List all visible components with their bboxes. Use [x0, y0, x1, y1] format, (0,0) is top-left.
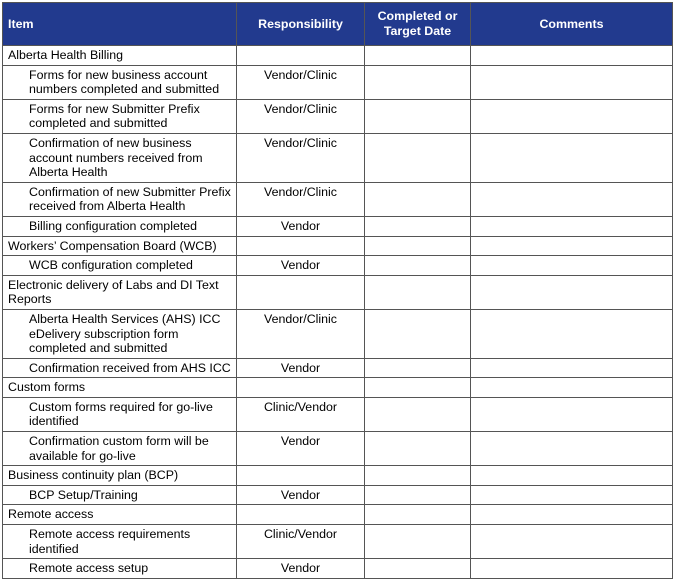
task-item: Confirmation of new Submitter Prefix received from Alberta Health: [3, 182, 237, 216]
task-item: WCB configuration completed: [3, 256, 237, 276]
completed-date-cell[interactable]: [365, 236, 471, 256]
responsibility-cell: Vendor/Clinic: [237, 309, 365, 358]
responsibility-cell: Clinic/Vendor: [237, 525, 365, 559]
comments-cell[interactable]: [471, 236, 673, 256]
responsibility-cell: Vendor/Clinic: [237, 65, 365, 99]
completed-date-cell[interactable]: [365, 256, 471, 276]
section-title: Business continuity plan (BCP): [3, 466, 237, 486]
section-title: Alberta Health Billing: [3, 46, 237, 66]
table-header: [3, 3, 673, 46]
responsibility-cell: Vendor/Clinic: [237, 182, 365, 216]
responsibility-cell: [237, 466, 365, 486]
comments-cell[interactable]: [471, 378, 673, 398]
section-row: [3, 466, 673, 486]
completed-date-cell[interactable]: [365, 182, 471, 216]
comments-cell[interactable]: [471, 46, 673, 66]
section-row: [3, 378, 673, 398]
responsibility-cell: Vendor: [237, 432, 365, 466]
comments-cell[interactable]: [471, 432, 673, 466]
section-title: Remote access: [3, 505, 237, 525]
comments-cell[interactable]: [471, 485, 673, 505]
task-item: Alberta Health Services (AHS) ICC eDelivery subscription form completed and submitted: [3, 309, 237, 358]
responsibility-cell: [237, 378, 365, 398]
completed-date-cell[interactable]: [365, 378, 471, 398]
task-row: [3, 358, 673, 378]
completed-date-cell[interactable]: [365, 485, 471, 505]
table-body: [3, 46, 673, 579]
task-row: [3, 216, 673, 236]
comments-cell[interactable]: [471, 182, 673, 216]
task-item: BCP Setup/Training: [3, 485, 237, 505]
task-row: [3, 485, 673, 505]
section-row: [3, 275, 673, 309]
comments-cell[interactable]: [471, 525, 673, 559]
task-item: Custom forms required for go-live identified: [3, 397, 237, 431]
comments-cell[interactable]: [471, 358, 673, 378]
comments-cell[interactable]: [471, 65, 673, 99]
responsibility-cell: [237, 236, 365, 256]
completed-date-cell[interactable]: [365, 559, 471, 579]
completed-date-cell[interactable]: [365, 466, 471, 486]
completed-date-cell[interactable]: [365, 46, 471, 66]
task-row: [3, 133, 673, 182]
responsibility-cell: Vendor: [237, 485, 365, 505]
completed-date-cell[interactable]: [365, 505, 471, 525]
comments-cell[interactable]: [471, 309, 673, 358]
comments-cell[interactable]: [471, 397, 673, 431]
task-item: Remote access setup: [3, 559, 237, 579]
responsibility-cell: Vendor: [237, 358, 365, 378]
section-row: [3, 236, 673, 256]
completed-date-cell[interactable]: [365, 358, 471, 378]
section-title: Custom forms: [3, 378, 237, 398]
task-row: [3, 182, 673, 216]
comments-cell[interactable]: [471, 505, 673, 525]
completed-date-cell[interactable]: [365, 133, 471, 182]
section-title: Electronic delivery of Labs and DI Text Reports: [3, 275, 237, 309]
comments-cell[interactable]: [471, 275, 673, 309]
task-item: Forms for new business account numbers completed and submitted: [3, 65, 237, 99]
task-row: [3, 525, 673, 559]
completed-date-cell[interactable]: [365, 65, 471, 99]
section-row: [3, 46, 673, 66]
comments-cell[interactable]: [471, 216, 673, 236]
task-item: Confirmation received from AHS ICC: [3, 358, 237, 378]
responsibility-cell: Vendor: [237, 559, 365, 579]
section-row: [3, 505, 673, 525]
header-row: [3, 3, 673, 46]
completed-date-cell[interactable]: [365, 309, 471, 358]
section-title: Workers’ Compensation Board (WCB): [3, 236, 237, 256]
comments-cell[interactable]: [471, 133, 673, 182]
task-item: Forms for new Submitter Prefix completed and submitted: [3, 99, 237, 133]
completed-date-cell[interactable]: [365, 99, 471, 133]
completed-date-cell[interactable]: [365, 397, 471, 431]
comments-cell[interactable]: [471, 559, 673, 579]
header-completed-date: Completed or Target Date: [365, 3, 471, 46]
responsibility-cell: Vendor: [237, 256, 365, 276]
completed-date-cell[interactable]: [365, 525, 471, 559]
completed-date-cell[interactable]: [365, 275, 471, 309]
task-row: [3, 99, 673, 133]
task-row: [3, 256, 673, 276]
task-item: Confirmation of new business account numbers received from Alberta Health: [3, 133, 237, 182]
responsibility-cell: [237, 46, 365, 66]
task-item: Confirmation custom form will be available for go-live: [3, 432, 237, 466]
task-item: Billing configuration completed: [3, 216, 237, 236]
responsibility-cell: Vendor/Clinic: [237, 133, 365, 182]
task-item: Remote access requirements identified: [3, 525, 237, 559]
responsibility-cell: Vendor: [237, 216, 365, 236]
task-row: [3, 397, 673, 431]
comments-cell[interactable]: [471, 99, 673, 133]
checklist-table: [2, 2, 673, 579]
responsibility-cell: Vendor/Clinic: [237, 99, 365, 133]
completed-date-cell[interactable]: [365, 216, 471, 236]
comments-cell[interactable]: [471, 256, 673, 276]
header-comments: Comments: [471, 3, 673, 46]
comments-cell[interactable]: [471, 466, 673, 486]
header-item: Item: [3, 3, 237, 46]
task-row: [3, 432, 673, 466]
task-row: [3, 559, 673, 579]
task-row: [3, 309, 673, 358]
completed-date-cell[interactable]: [365, 432, 471, 466]
responsibility-cell: [237, 505, 365, 525]
header-responsibility: Responsibility: [237, 3, 365, 46]
responsibility-cell: [237, 275, 365, 309]
responsibility-cell: Clinic/Vendor: [237, 397, 365, 431]
task-row: [3, 65, 673, 99]
